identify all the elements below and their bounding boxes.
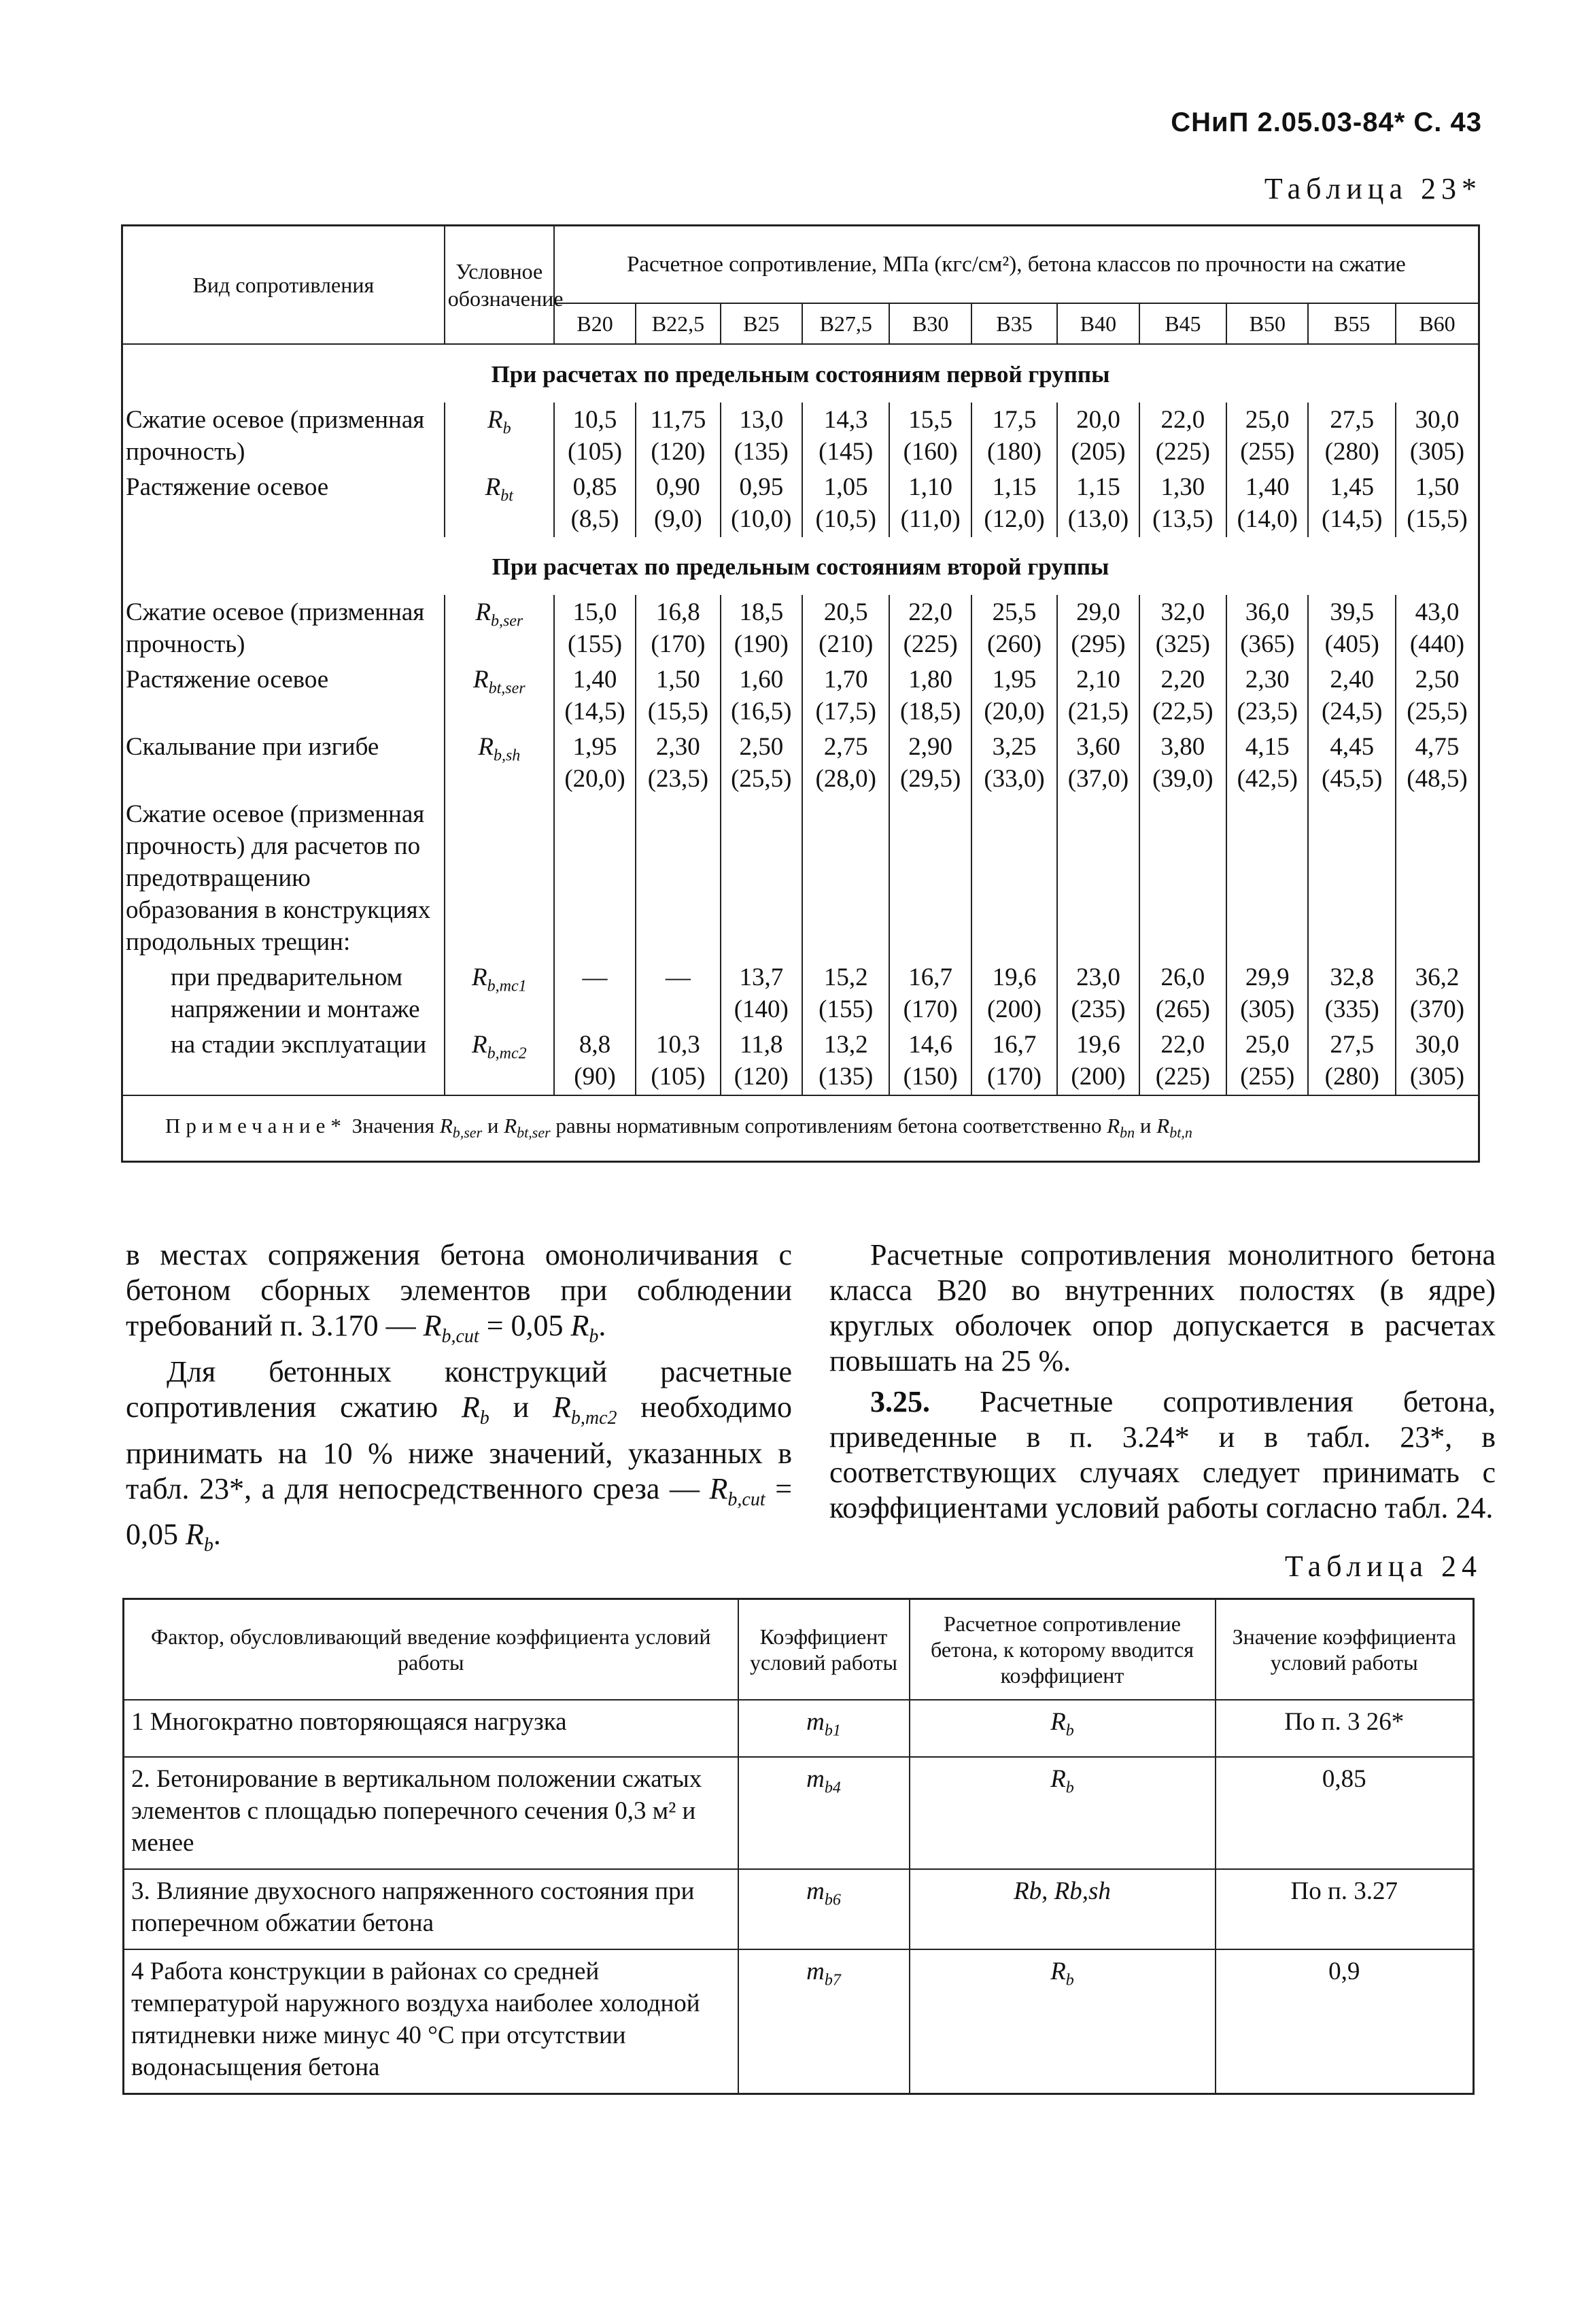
table-row (122, 403, 1479, 470)
class-header: B50 (1226, 303, 1308, 344)
left-paragraph-1-eq: = 0,05 (486, 1309, 564, 1342)
table-cell: 29,9 (305) (1226, 960, 1308, 1027)
table-cell: 11,75 (120) (636, 403, 720, 470)
class-header: B30 (889, 303, 971, 344)
table-cell: 22,0 (225) (1139, 403, 1227, 470)
symbol-sub: b,ser (490, 612, 523, 630)
table-cell: 27,5 (280) (1308, 1027, 1396, 1095)
table-cell: 0,90 (9,0) (636, 470, 720, 537)
coef-main: m (806, 1708, 825, 1736)
table-24-caption: Таблица 24 (1284, 1550, 1482, 1583)
table-cell: 14,6 (150) (889, 1027, 971, 1095)
left-paragraph-2-cont: необходимо принимать на 10 % ниже значений, указанных в табл. 23*, а для непосредственного среза — (126, 1390, 792, 1505)
res-main: R (1050, 1765, 1066, 1794)
page-header: СНиП 2.05.03-84* С. 43 (1171, 107, 1482, 137)
table-cell: — (554, 960, 636, 1027)
table-cell: 22,0 (225) (889, 595, 971, 662)
coef-sub: b1 (824, 1722, 841, 1740)
table-cell: 11,8 (120) (721, 1027, 802, 1095)
class-header: B55 (1308, 303, 1396, 344)
table-cell: 27,5 (280) (1308, 403, 1396, 470)
table-cell: 3,80 (39,0) (1139, 730, 1227, 797)
table-cell: 25,0 (255) (1226, 403, 1308, 470)
row-group-label: Сжатие осевое (призменная прочность) для расчетов по предотвращению образования в конструкциях продольных трещин: (122, 797, 445, 960)
table-cell: 14,3 (145) (802, 403, 890, 470)
table-cell: 2,30 (23,5) (1226, 662, 1308, 730)
symbol-sub: bt,ser (488, 679, 526, 698)
table-cell: 17,5 (180) (971, 403, 1057, 470)
symbol-main: R (487, 406, 503, 434)
table-row (124, 1757, 1474, 1869)
table-cell: 13,0 (135) (721, 403, 802, 470)
col-header-name: Вид сопротивления (122, 226, 445, 345)
table-cell: 1,30 (13,5) (1139, 470, 1227, 537)
table-cell: 2,90 (29,5) (889, 730, 971, 797)
res-main: R (1050, 1958, 1066, 1986)
row-symbol (445, 730, 554, 797)
t24-factor: 3. Влияние двухосного напряженного состояния при поперечном обжатии бетона (124, 1869, 738, 1949)
table-cell: 1,15 (12,0) (971, 470, 1057, 537)
symbol-main: R (478, 733, 494, 761)
clause-number: 3.25. (870, 1385, 930, 1418)
table-cell: 1,95 (20,0) (971, 662, 1057, 730)
table-cell: 36,0 (365) (1226, 595, 1308, 662)
col-header-resistance: Расчетное сопротивление, МПа (кгс/см²), бетона классов по прочности на сжатие (554, 226, 1479, 304)
table-23 (121, 224, 1480, 1163)
table-23-caption: Таблица 23* (1264, 172, 1482, 205)
left-paragraph-2-and: и (513, 1390, 530, 1424)
table-cell: 43,0 (440) (1409, 598, 1465, 658)
table-note: Примечание* Значения $R_{b,ser}$ и $R_{bt,ser}$ равны нормативным сопротивлениям бетона соответственно $R_{bn}$ и $R_{bt,n}$ (122, 1095, 1479, 1162)
row-symbol (445, 403, 554, 470)
table-row (122, 662, 1479, 730)
table-cell: 39,5 (405) (1308, 595, 1396, 662)
t24-value: 0,85 (1216, 1757, 1474, 1869)
table-cell: 8,8 (90) (554, 1027, 636, 1095)
table-cell: 1,60 (16,5) (721, 662, 802, 730)
coef-sub: b7 (824, 1971, 841, 1989)
t24-resistance (910, 1757, 1216, 1869)
table-row (122, 1027, 1479, 1095)
note-and: и (487, 1114, 499, 1138)
table-cell: 25,5 (260) (971, 595, 1057, 662)
section-second-group: При расчетах по предельным состояниям второй группы (492, 553, 1109, 580)
table-cell: 1,70 (17,5) (802, 662, 890, 730)
coef-main: m (806, 1765, 825, 1794)
t24-coefficient (738, 1757, 910, 1869)
table-cell: 2,40 (24,5) (1308, 662, 1396, 730)
class-header: B40 (1057, 303, 1139, 344)
t24-factor: 1 Многократно повторяющаяся нагрузка (124, 1700, 738, 1757)
symbol-main: R (475, 598, 491, 626)
symbol-main: R (473, 666, 489, 694)
row-name: Сжатие осевое (призменная прочность) (122, 595, 445, 662)
table-cell: 30,0 (305) (1409, 1031, 1465, 1091)
t24-resistance (910, 1949, 1216, 2094)
table-cell: 2,50 (25,5) (721, 730, 802, 797)
class-header: B35 (971, 303, 1057, 344)
t24-header-coefficient: Коэффициент условий работы (738, 1599, 910, 1701)
table-cell: 36,2 (370) (1409, 963, 1465, 1023)
table-cell: 1,05 (10,5) (802, 470, 890, 537)
table-cell: 30,0 (305) (1409, 406, 1465, 466)
table-cell: 19,6 (200) (971, 960, 1057, 1027)
t24-value: 0,9 (1216, 1949, 1474, 2094)
table-cell: 4,45 (45,5) (1308, 730, 1396, 797)
t24-header-resistance: Расчетное сопротивление бетона, к которому вводится коэффициент (910, 1599, 1216, 1701)
table-cell: 23,0 (235) (1057, 960, 1139, 1027)
t24-factor: 4 Работа конструкции в районах со средней температурой наружного воздуха наиболее холодной пятидневки ниже минус 40 °С при отсутствии водонасыщения бетона (124, 1949, 738, 2094)
class-header: B25 (721, 303, 802, 344)
table-cell: 1,40 (14,0) (1226, 470, 1308, 537)
table-24 (122, 1598, 1475, 2095)
table-cell: 32,8 (335) (1308, 960, 1396, 1027)
table-cell: 16,7 (170) (971, 1027, 1057, 1095)
row-name: Скалывание при изгибе (122, 730, 445, 797)
table-cell: 10,3 (105) (636, 1027, 720, 1095)
row-symbol (445, 595, 554, 662)
table-row (122, 595, 1479, 662)
table-cell: 2,20 (22,5) (1139, 662, 1227, 730)
note-text-2: равны нормативным сопротивлениям бетона соответственно (555, 1114, 1102, 1138)
left-paragraph-2: Для бетонных конструкций расчетные сопротивления сжатию (126, 1354, 792, 1424)
table-cell: 1,50 (15,5) (636, 662, 720, 730)
table-cell: 32,0 (325) (1139, 595, 1227, 662)
table-cell: 1,40 (14,5) (554, 662, 636, 730)
coef-sub: b4 (824, 1779, 841, 1797)
t24-coefficient (738, 1949, 910, 2094)
table-row (122, 730, 1479, 797)
table-cell: 26,0 (265) (1139, 960, 1227, 1027)
symbol-main: R (472, 1031, 487, 1059)
t24-factor: 2. Бетонирование в вертикальном положении сжатых элементов с площадью поперечного сечения 0,3 м² и менее (124, 1757, 738, 1869)
symbol-sub: b (502, 420, 511, 438)
coef-main: m (806, 1877, 825, 1906)
table-cell: 13,2 (135) (802, 1027, 890, 1095)
left-paragraph-1: в местах сопряжения бетона омоноличивания с бетоном сборных элементов при соблюдении требований п. 3.170 — (126, 1238, 792, 1342)
row-name: Растяжение осевое (122, 662, 445, 730)
res-sub: b (1065, 1779, 1074, 1797)
res-main: R (1050, 1708, 1066, 1736)
note-and-2: и (1139, 1114, 1152, 1138)
table-cell: 2,50 (25,5) (1407, 666, 1468, 725)
table-cell: 2,10 (21,5) (1057, 662, 1139, 730)
t24-value: По п. 3 26* (1216, 1700, 1474, 1757)
table-cell: 0,95 (10,0) (721, 470, 802, 537)
text-column-right (829, 1237, 1496, 1526)
res-sub: b (1065, 1971, 1074, 1989)
table-cell: 3,25 (33,0) (971, 730, 1057, 797)
row-name: Сжатие осевое (призменная прочность) (122, 403, 445, 470)
table-cell: 2,30 (23,5) (636, 730, 720, 797)
table-row (122, 960, 1479, 1027)
table-cell: 15,0 (155) (554, 595, 636, 662)
table-cell: 3,60 (37,0) (1057, 730, 1139, 797)
table-cell: 19,6 (200) (1057, 1027, 1139, 1095)
table-cell: 0,85 (8,5) (554, 470, 636, 537)
symbol-main: R (472, 963, 487, 991)
table-row (124, 1700, 1474, 1757)
row-symbol (445, 960, 554, 1027)
row-symbol (445, 470, 554, 537)
row-name: Растяжение осевое (122, 470, 445, 537)
col-header-symbol: Условное обозначение (445, 226, 554, 345)
note-text: Значения (351, 1114, 435, 1138)
table-cell: 13,7 (140) (721, 960, 802, 1027)
t24-header-value: Значение коэффициента условий работы (1216, 1599, 1474, 1701)
section-first-group: При расчетах по предельным состояниям первой группы (491, 361, 1110, 388)
symbol-sub: b,mc2 (487, 1044, 527, 1063)
table-cell: 4,15 (42,5) (1226, 730, 1308, 797)
coef-main: m (806, 1958, 825, 1986)
res-sub: b (1065, 1722, 1074, 1740)
right-paragraph-1: Расчетные сопротивления монолитного бетона класса В20 во внутренних полостях (в ядре) круглых оболочек опор допускается в расчетах повышать на 25 %. (829, 1238, 1496, 1378)
note-label: Примечание* (165, 1114, 347, 1138)
table-cell: 20,0 (205) (1057, 403, 1139, 470)
table-cell: 1,80 (18,5) (889, 662, 971, 730)
symbol-main: R (485, 473, 501, 501)
t24-resistance (910, 1869, 1216, 1949)
class-header: B60 (1396, 303, 1479, 344)
table-cell: 16,7 (170) (889, 960, 971, 1027)
symbol-sub: bt (500, 487, 513, 505)
symbol-sub: b,mc1 (487, 977, 527, 995)
symbol-sub: b,sh (493, 747, 521, 765)
right-paragraph-2: Расчетные сопротивления бетона, приведенные в п. 3.24* и в табл. 23*, в соответствующих случаях следует принимать с коэффициентами условий работы согласно табл. 24. (829, 1385, 1496, 1524)
table-cell: 16,8 (170) (636, 595, 720, 662)
table-cell: 18,5 (190) (721, 595, 802, 662)
table-row (122, 470, 1479, 537)
table-cell: 4,75 (48,5) (1407, 733, 1468, 793)
table-cell: 1,15 (13,0) (1057, 470, 1139, 537)
class-header: B27,5 (802, 303, 890, 344)
left-paragraph-2-eq: = 0,05 (126, 1471, 793, 1552)
t24-coefficient (738, 1700, 910, 1757)
row-name: на стадии эксплуатации (122, 1027, 445, 1095)
table-row (122, 797, 1479, 960)
table-row (124, 1869, 1474, 1949)
table-cell: 29,0 (295) (1057, 595, 1139, 662)
table-cell: 1,50 (15,5) (1407, 473, 1468, 533)
table-cell: 15,2 (155) (802, 960, 890, 1027)
t24-resistance (910, 1700, 1216, 1757)
table-cell: 2,75 (28,0) (802, 730, 890, 797)
t24-value: По п. 3.27 (1216, 1869, 1474, 1949)
table-cell: 22,0 (225) (1139, 1027, 1227, 1095)
class-header: B22,5 (636, 303, 720, 344)
table-cell: 1,95 (20,0) (554, 730, 636, 797)
table-cell: 15,5 (160) (889, 403, 971, 470)
class-header: B45 (1139, 303, 1227, 344)
table-cell: 25,0 (255) (1226, 1027, 1308, 1095)
text-column-left: в местах сопряжения бетона омоноличивания с бетоном сборных элементов при соблюдении требований п. 3.170 — $R_{b,cut} = 0,05$ $R_b$. Для бетонных конструкций расчетные сопротивления сжатию $R_b$ и $R_{b,mc2}$ необходимо принимать на 10 % ниже значений, указанных в табл. 23*, а для непосредственного среза — $R_{b,cut} = 0,05$ $R_b$. (126, 1238, 793, 1556)
table-cell: 1,10 (11,0) (889, 470, 971, 537)
coef-sub: b6 (824, 1891, 841, 1909)
row-name: при предварительном напряжении и монтаже (122, 960, 445, 1027)
table-cell: — (636, 960, 720, 1027)
row-symbol (445, 1027, 554, 1095)
table-row (124, 1949, 1474, 2094)
t24-header-factor: Фактор, обусловливающий введение коэффициента условий работы (124, 1599, 738, 1701)
table-cell: 10,5 (105) (554, 403, 636, 470)
t24-coefficient (738, 1869, 910, 1949)
row-symbol (445, 662, 554, 730)
res-main: Rb, Rb,sh (1014, 1877, 1111, 1906)
table-cell: 20,5 (210) (802, 595, 890, 662)
class-header: B20 (554, 303, 636, 344)
table-cell: 1,45 (14,5) (1308, 470, 1396, 537)
